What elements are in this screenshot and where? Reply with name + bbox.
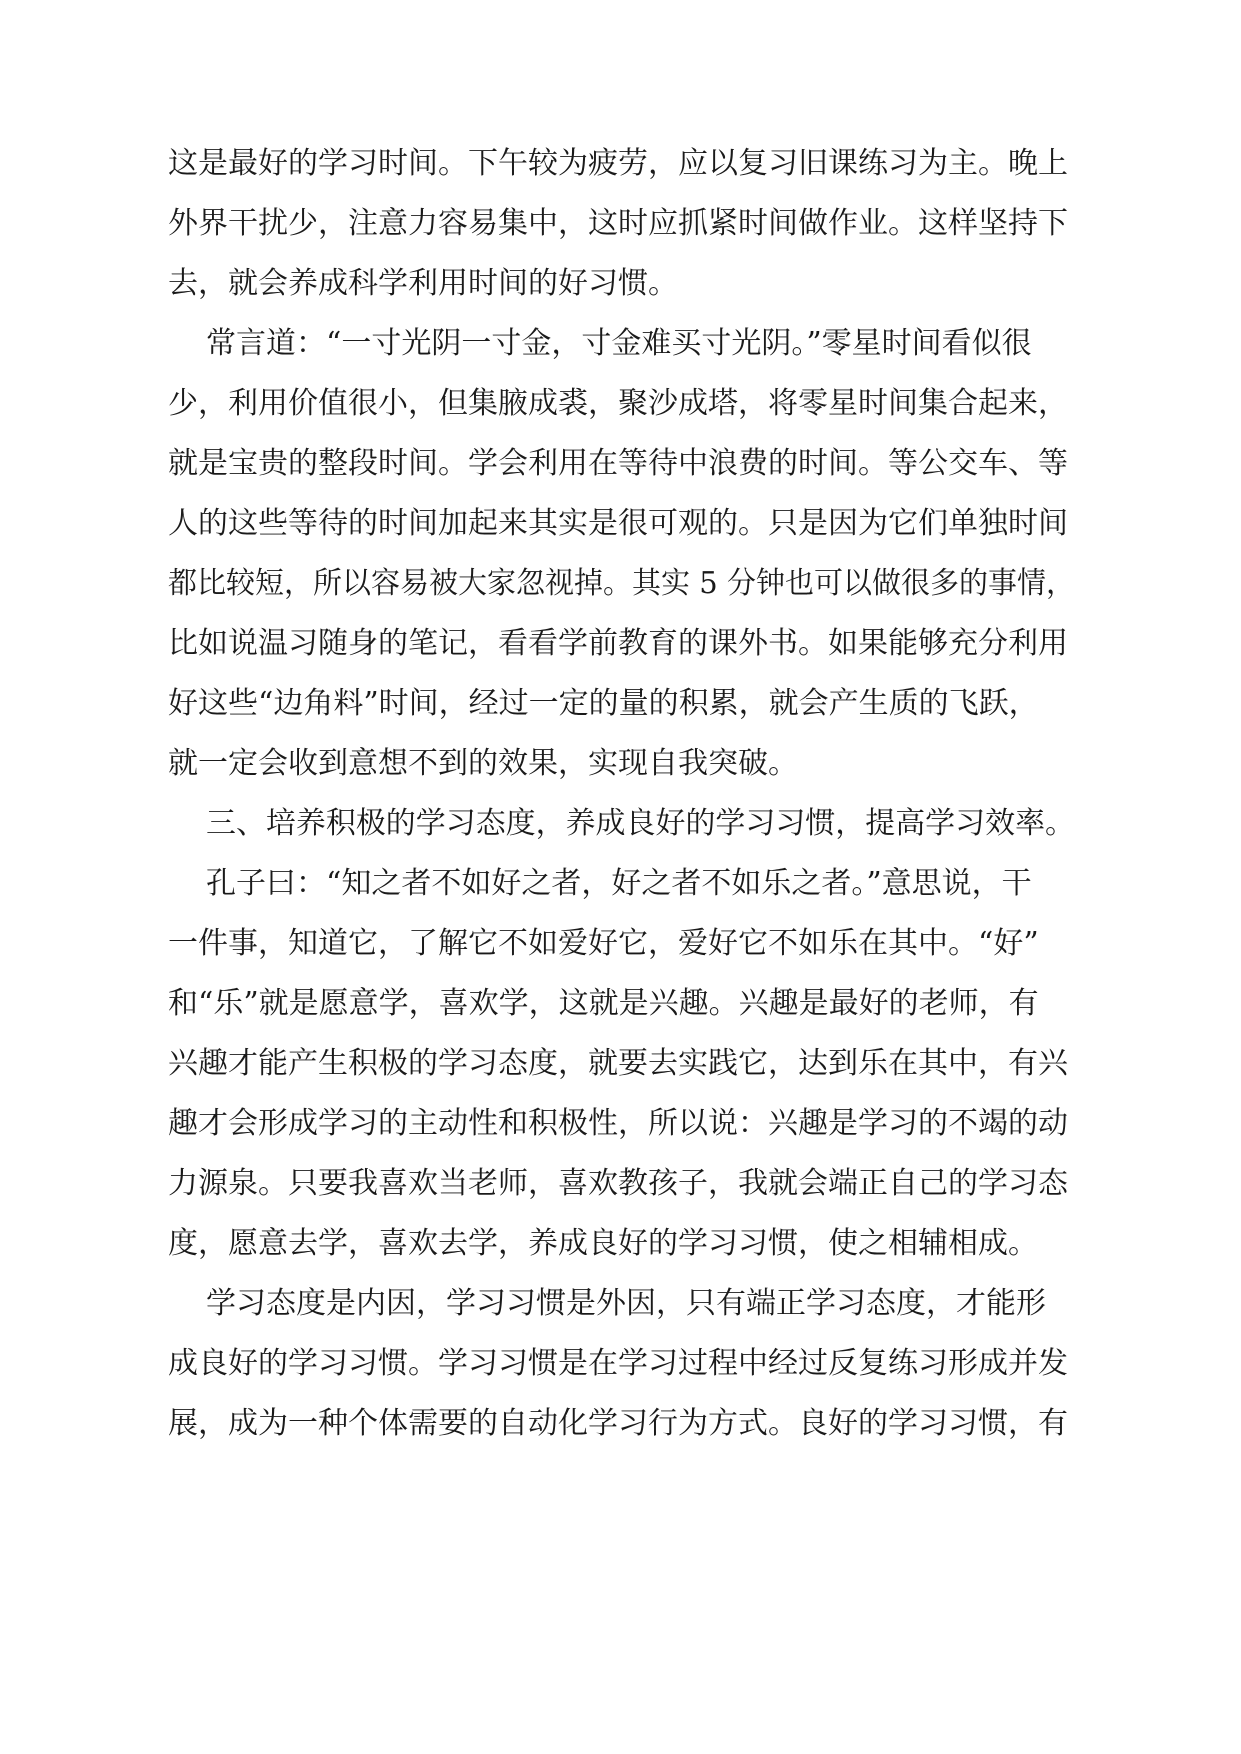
text-line xyxy=(0,614,1241,674)
text-line xyxy=(0,1394,1241,1454)
line-text: 学习态度是内因，学习习惯是外因，只有端正学习态度，才能形 xyxy=(206,1286,1046,1321)
text-line xyxy=(0,914,1241,974)
text-line xyxy=(0,1034,1241,1094)
text-line xyxy=(0,854,1241,914)
line-text: 常言道：“一寸光阴一寸金，寸金难买寸光阴。”零星时间看似很 xyxy=(206,326,1032,361)
line-text: 三、培养积极的学习态度，养成良好的学习习惯，提高学习效率。 xyxy=(206,806,1075,841)
text-line xyxy=(0,734,1241,794)
text-line xyxy=(0,674,1241,734)
line-text: 力源泉。只要我喜欢当老师，喜欢教孩子，我就会端正自己的学习态 xyxy=(168,1166,1068,1201)
line-text: 度，愿意去学，喜欢去学，养成良好的学习习惯，使之相辅相成。 xyxy=(168,1226,1038,1261)
text-line xyxy=(0,1274,1241,1334)
text-line xyxy=(0,134,1241,194)
text-line xyxy=(0,314,1241,374)
line-text: 都比较短，所以容易被大家忽视掉。其实 5 分钟也可以做很多的事情， xyxy=(168,566,1075,601)
line-text: 就一定会收到意想不到的效果，实现自我突破。 xyxy=(168,746,798,781)
text-line xyxy=(0,434,1241,494)
line-text: 趣才会形成学习的主动性和积极性，所以说：兴趣是学习的不竭的动 xyxy=(168,1106,1068,1141)
text-line xyxy=(0,1154,1241,1214)
line-text: 成良好的学习习惯。学习习惯是在学习过程中经过反复练习形成并发 xyxy=(168,1346,1068,1381)
line-text: 就是宝贵的整段时间。学会利用在等待中浪费的时间。等公交车、等 xyxy=(168,446,1068,481)
line-text: 人的这些等待的时间加起来其实是很可观的。只是因为它们单独时间 xyxy=(168,506,1068,541)
text-line xyxy=(0,974,1241,1034)
line-text: 比如说温习随身的笔记，看看学前教育的课外书。如果能够充分利用 xyxy=(168,626,1068,661)
text-line xyxy=(0,194,1241,254)
line-text: 去，就会养成科学利用时间的好习惯。 xyxy=(168,266,678,301)
text-line xyxy=(0,374,1241,434)
text-line xyxy=(0,1094,1241,1154)
line-text: 展，成为一种个体需要的自动化学习行为方式。良好的学习习惯，有 xyxy=(168,1406,1068,1441)
line-text: 一件事，知道它，了解它不如爱好它，爱好它不如乐在其中。“好” xyxy=(168,926,1039,961)
line-text: 这是最好的学习时间。下午较为疲劳，应以复习旧课练习为主。晚上 xyxy=(168,146,1068,181)
line-text: 兴趣才能产生积极的学习态度，就要去实践它，达到乐在其中，有兴 xyxy=(168,1046,1068,1081)
line-text: 和“乐”就是愿意学，喜欢学，这就是兴趣。兴趣是最好的老师，有 xyxy=(168,986,1039,1021)
line-text: 少，利用价值很小，但集腋成裘，聚沙成塔，将零星时间集合起来， xyxy=(168,386,1068,421)
text-line xyxy=(0,1214,1241,1274)
line-text: 好这些“边角料”时间，经过一定的量的积累，就会产生质的飞跃， xyxy=(168,686,1039,721)
text-line xyxy=(0,254,1241,314)
text-line xyxy=(0,794,1241,854)
text-line xyxy=(0,1334,1241,1394)
line-text: 外界干扰少，注意力容易集中，这时应抓紧时间做作业。这样坚持下 xyxy=(168,206,1068,241)
line-text: 孔子曰：“知之者不如好之者，好之者不如乐之者。”意思说，干 xyxy=(206,866,1032,901)
text-line xyxy=(0,554,1241,614)
text-line xyxy=(0,494,1241,554)
